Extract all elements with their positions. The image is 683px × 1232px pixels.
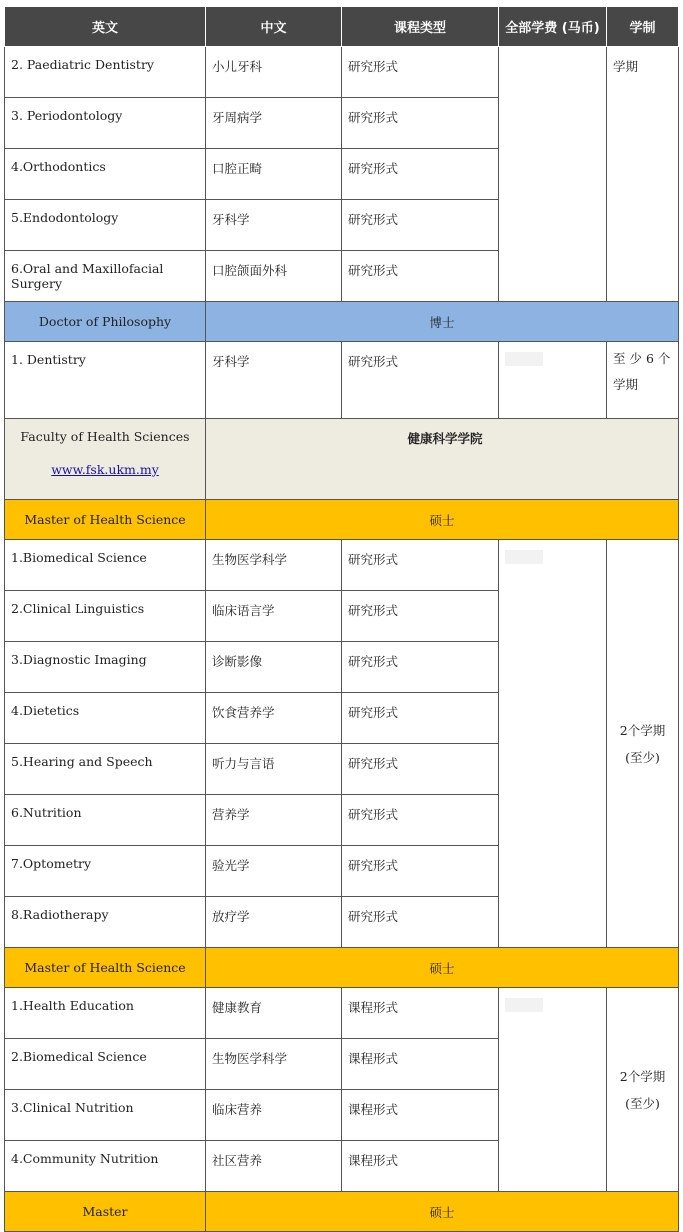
fee-placeholder bbox=[505, 998, 543, 1012]
course-cn: 营养学 bbox=[206, 795, 342, 846]
fee-cell bbox=[499, 342, 607, 419]
course-type: 研究形式 bbox=[342, 47, 499, 98]
course-type: 研究形式 bbox=[342, 149, 499, 200]
course-cn: 放疗学 bbox=[206, 897, 342, 948]
course-en: 2.Biomedical Science bbox=[5, 1039, 206, 1090]
duration-line-1: 2个学期 bbox=[619, 1068, 666, 1084]
course-cn: 口腔颌面外科 bbox=[206, 251, 342, 302]
course-en: 3. Periodontology bbox=[5, 98, 206, 149]
course-type: 研究形式 bbox=[342, 897, 499, 948]
course-cn: 牙周病学 bbox=[206, 98, 342, 149]
faculty-name-en: Faculty of Health Sciences bbox=[20, 429, 190, 444]
course-cn: 口腔正畸 bbox=[206, 149, 342, 200]
band-label-cn: 硕士 bbox=[206, 1192, 679, 1232]
col-header-course-type: 课程类型 bbox=[342, 7, 499, 47]
course-cn: 健康教育 bbox=[206, 988, 342, 1039]
course-type: 课程形式 bbox=[342, 1039, 499, 1090]
course-type: 课程形式 bbox=[342, 988, 499, 1039]
duration-cell: 学期 bbox=[607, 47, 679, 302]
band-label-en: Master bbox=[5, 1192, 206, 1232]
course-type: 研究形式 bbox=[342, 591, 499, 642]
fee-cell bbox=[499, 540, 607, 948]
course-en: 7.Optometry bbox=[5, 846, 206, 897]
band-label-en: Master of Health Science bbox=[5, 500, 206, 540]
course-cn: 临床营养 bbox=[206, 1090, 342, 1141]
band-label-cn: 博士 bbox=[206, 302, 679, 342]
header-row bbox=[5, 7, 679, 47]
duration-cell: 至 少 6 个 学期 bbox=[607, 342, 679, 419]
course-type: 研究形式 bbox=[342, 98, 499, 149]
course-type: 研究形式 bbox=[342, 200, 499, 251]
course-type: 研究形式 bbox=[342, 795, 499, 846]
course-type: 研究形式 bbox=[342, 846, 499, 897]
course-cn: 生物医学科学 bbox=[206, 540, 342, 591]
section-band-master-health-science bbox=[5, 948, 679, 988]
course-type: 研究形式 bbox=[342, 693, 499, 744]
course-en: 5.Hearing and Speech bbox=[5, 744, 206, 795]
course-cn: 生物医学科学 bbox=[206, 1039, 342, 1090]
course-cn: 临床语言学 bbox=[206, 591, 342, 642]
duration-line-1: 2个学期 bbox=[619, 722, 666, 738]
fee-cell bbox=[499, 988, 607, 1192]
course-type: 研究形式 bbox=[342, 642, 499, 693]
course-cn: 听力与言语 bbox=[206, 744, 342, 795]
faculty-website-link[interactable]: www.fsk.ukm.my bbox=[51, 462, 159, 477]
band-label-en: Doctor of Philosophy bbox=[5, 302, 206, 342]
course-en: 4.Community Nutrition bbox=[5, 1141, 206, 1192]
course-en: 3.Diagnostic Imaging bbox=[5, 642, 206, 693]
duration-line-2: (至少) bbox=[625, 1095, 660, 1111]
duration-line-2: (至少) bbox=[625, 749, 660, 765]
course-cn: 诊断影像 bbox=[206, 642, 342, 693]
table-row bbox=[5, 47, 679, 98]
fee-placeholder bbox=[505, 352, 543, 366]
table-row bbox=[5, 342, 679, 419]
course-cn: 小儿牙科 bbox=[206, 47, 342, 98]
section-band-master-health-science bbox=[5, 500, 679, 540]
duration-cell bbox=[607, 540, 679, 948]
table-row bbox=[5, 988, 679, 1039]
course-en: 1.Biomedical Science bbox=[5, 540, 206, 591]
programme-table bbox=[4, 6, 679, 1232]
faculty-name-cn: 健康科学学院 bbox=[206, 419, 679, 500]
band-label-cn: 硕士 bbox=[206, 500, 679, 540]
course-cn: 验光学 bbox=[206, 846, 342, 897]
course-cn: 社区营养 bbox=[206, 1141, 342, 1192]
course-en: 3.Clinical Nutrition bbox=[5, 1090, 206, 1141]
course-en: 4.Dietetics bbox=[5, 693, 206, 744]
course-en: 1.Health Education bbox=[5, 988, 206, 1039]
section-band-master bbox=[5, 1192, 679, 1232]
faculty-cell bbox=[5, 419, 206, 500]
course-type: 研究形式 bbox=[342, 342, 499, 419]
fee-cell bbox=[499, 47, 607, 302]
col-header-duration: 学制 bbox=[607, 7, 679, 47]
col-header-english: 英文 bbox=[5, 7, 206, 47]
course-en: 6.Oral and Maxillofacial Surgery bbox=[5, 251, 206, 302]
course-en: 6.Nutrition bbox=[5, 795, 206, 846]
course-cn: 牙科学 bbox=[206, 200, 342, 251]
band-label-en: Master of Health Science bbox=[5, 948, 206, 988]
course-en: 8.Radiotherapy bbox=[5, 897, 206, 948]
course-en: 4.Orthodontics bbox=[5, 149, 206, 200]
course-en: 2. Paediatric Dentistry bbox=[5, 47, 206, 98]
course-type: 研究形式 bbox=[342, 744, 499, 795]
faculty-row bbox=[5, 419, 679, 500]
course-en: 5.Endodontology bbox=[5, 200, 206, 251]
course-cn: 饮食营养学 bbox=[206, 693, 342, 744]
course-en: 1. Dentistry bbox=[5, 342, 206, 419]
col-header-chinese: 中文 bbox=[206, 7, 342, 47]
course-type: 课程形式 bbox=[342, 1141, 499, 1192]
section-band-phd bbox=[5, 302, 679, 342]
table-row bbox=[5, 540, 679, 591]
course-en: 2.Clinical Linguistics bbox=[5, 591, 206, 642]
course-type: 研究形式 bbox=[342, 540, 499, 591]
course-type: 研究形式 bbox=[342, 251, 499, 302]
course-type: 课程形式 bbox=[342, 1090, 499, 1141]
col-header-fee: 全部学费 (马币) bbox=[499, 7, 607, 47]
fee-placeholder bbox=[505, 550, 543, 564]
duration-cell bbox=[607, 988, 679, 1192]
course-cn: 牙科学 bbox=[206, 342, 342, 419]
band-label-cn: 硕士 bbox=[206, 948, 679, 988]
